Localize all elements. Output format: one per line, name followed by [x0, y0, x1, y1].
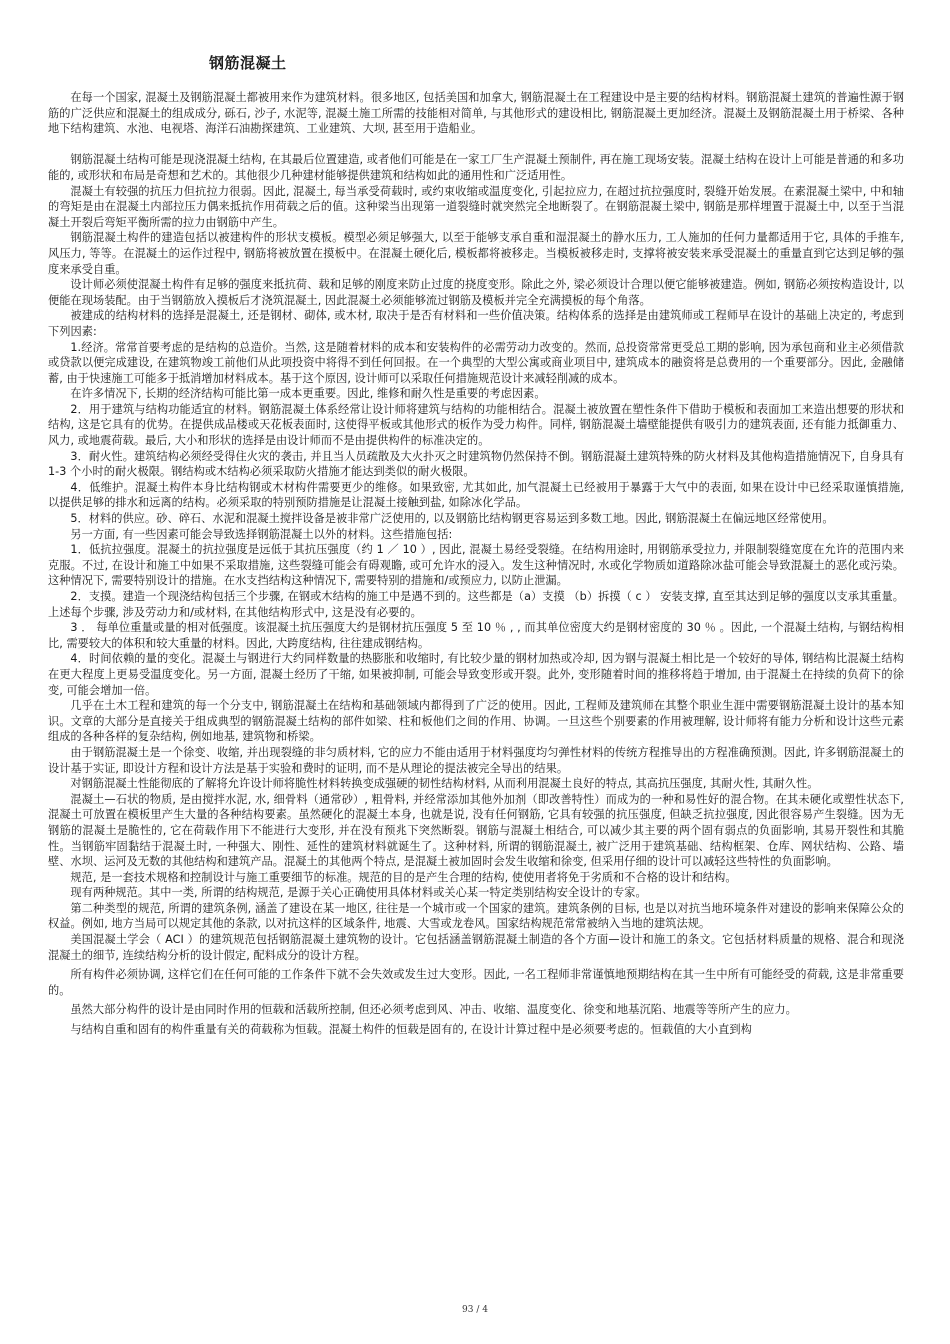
paragraph: 几乎在土木工程和建筑的每一个分支中, 钢筋混凝土在结构和基础领域内都得到了广泛的使用。因此, 工程师及建筑师在其整个职业生涯中需要钢筋混凝土设计的基本知识。文章的大部分是直接关于组成典型的钢筋混凝土结构的部件如梁、柱和板他们之间的作用、协调。一旦这些个别要素的作用被理解, 设计师将有能力分析和设计这些元素组成的各种各样的复杂结构, 例如地基, 建筑物和桥梁。	[48, 699, 904, 744]
document-body	[48, 90, 904, 1038]
paragraph: 5．材料的供应。砂、碎石、水泥和混凝土搅拌设备是被非常广泛使用的, 以及钢筋比结构钢更容易运到多数工地。因此, 钢筋混凝土在偏远地区经常使用。	[70, 512, 834, 526]
paragraph: 对钢筋混凝土性能彻底的了解将允许设计师将脆性材料转换变成强硬的韧性结构材料, 从而利用混凝土良好的特点, 其高抗压强度, 其耐火性, 其耐久性。	[70, 777, 819, 791]
paragraph: 4．低维护。混凝土构件本身比结构钢或木材构件需要更少的维修。如果致密, 尤其如此, 加气混凝土已经被用于暴露于大气中的表面, 如果在设计中已经采取谨慎措施, 以提供足够的排水和远离的结构。必须采取的特别预防措施是让混凝土接触到盐, 如除冰化学品。	[48, 480, 904, 510]
paragraph: 在许多情况下, 长期的经济结构可能比第一成本更重要。因此, 维修和耐久性是重要的考虑因素。	[70, 387, 546, 401]
paragraph: 美国混凝土学会（ ACI ）的建筑规范包括钢筋混凝土建筑物的设计。它包括涵盖钢筋混凝土制造的各个方面—设计和施工的条文。它包括材料质量的规格、混合和现浇混凝土的细节, 连续结构分析的设计假定, 配料成分的设计方程。	[48, 933, 904, 962]
paragraph: 4．时间依赖的量的变化。混凝土与钢进行大约同样数量的热膨胀和收缩时, 有比较少量的钢材加热或冷却, 因为钢与混凝土相比是一个较好的导体, 钢结构比混凝土结构在更大程度上更易受温度变化。另一方面, 混凝土经历了干缩, 如果被抑制, 可能会导致变形或开裂。此外, 变形随着时间的推移将趋于增加, 由于混凝土在持续的负荷下的徐变, 可能会增加一倍。	[48, 652, 904, 697]
paragraph: 被建成的结构材料的选择是混凝土, 还是钢材、砌体, 或木材, 取决于是否有材料和一些价值决策。结构体系的选择是由建筑师或工程师早在设计的基础上决定的, 考虑到下列因素:	[48, 309, 904, 338]
paragraph: 在每一个国家, 混凝土及钢筋混凝土都被用来作为建筑材料。很多地区, 包括美国和加拿大, 钢筋混凝土在工程建设中是主要的结构材料。钢筋混凝土建筑的普遍性源于钢筋的广泛供应和混凝土的组成成分, 砾石, 沙子, 水泥等, 混凝土施工所需的技能相对简单, 与其他形式的建设相比, 钢筋混凝土更加经济。混凝土及钢筋混凝土用于桥梁、各种地下结构建筑、水池、电视塔、海洋石油勘探建筑、工业建筑、大坝, 甚至用于造船业。	[48, 91, 904, 136]
paragraph: 2．支摸。建造一个现浇结构包括三个步骤, 在钢或木结构的施工中是遇不到的。这些都是（a）支摸 （b）拆摸（ c ） 安装支撑, 直至其达到足够的强度以支承其重量。上述每个步骤, 涉及劳动力和/或材料, 在其他结构形式中, 这是没有必要的。	[48, 590, 904, 619]
paragraph: 第二种类型的规范, 所谓的建筑条例, 涵盖了建设在某一地区, 往往是一个城市或一个国家的建筑。建筑条例的目标, 也是以对抗当地环境条件对建设的影响来保障公众的权益。例如, 地方当局可以规定其他的条款, 以对抗这样的区域条件, 地震、大雪或龙卷风。国家结构规范常常被纳入当地的建筑法规。	[48, 901, 904, 931]
paragraph: 规范, 是一套技术规格和控制设计与施工重要细节的标准。规范的目的是产生合理的结构, 使使用者将免于劣质和不合格的设计和结构。	[70, 870, 737, 884]
paragraph: 所有构件必须协调, 这样它们在任何可能的工作条件下就不会失效或发生过大变形。因此, 一名工程师非常谨慎地预期结构在其一生中所有可能经受的荷载, 这是非常重要的。	[48, 968, 904, 997]
paragraph: 1.经济。常常首要考虑的是结构的总造价。当然, 这是随着材料的成本和安装构件的必需劳动力改变的。然而, 总投资常常更受总工期的影响, 因为承包商和业主必须借款或贷款以便完成建设, 在建筑物竣工前他们从此项投资中将得不到任何回报。在一个典型的大型公寓或商业项目中, 建筑成本的融资将是总费用的一个重要部分。因此, 金融储蓄, 由于快速施工可能多于抵消增加材料成本。基于这个原因, 设计师可以采取任何措施规范设计来减轻削减的成本。	[48, 340, 904, 385]
paragraph: 虽然大部分构件的设计是由同时作用的恒载和活载所控制, 但还必须考虑到风、冲击、收缩、温度变化、徐变和地基沉陷、地震等等所产生的应力。	[70, 1003, 797, 1017]
paragraph: 2．用于建筑与结构功能适宜的材料。钢筋混凝土体系经常让设计师将建筑与结构的功能相结合。混凝土被放置在塑性条件下借助于模板和表面加工来造出想要的形状和结构, 这是它具有的优势。在提供成品楼或天花板表面时, 这使得平板或其他形式的板作为受力构件。同样, 钢筋混凝土墙壁能提供有吸引力的建筑表面, 还有能力抵御重力、风力, 或地震荷载。最后, 大小和形状的选择是由设计师而不是由提供构件的标准决定的。	[48, 402, 904, 448]
page-number: 93 / 4	[462, 1305, 488, 1315]
paragraph: 3 ． 每单位重量或量的相对低强度。该混凝土抗压强度大约是钢材抗压强度 5 至 10 ％ , , 而其单位密度大约是钢材密度的 30 ％ 。因此, 一个混凝土结构, 与钢结构相比, 需要较大的体积和较大重量的材料。因此, 大跨度结构, 往往建成钢结构。	[48, 621, 904, 650]
document-title: 钢筋混凝土	[209, 54, 287, 72]
paragraph: 3．耐火性。建筑结构必须经受得住火灾的袭击, 并且当人员疏散及大火扑灭之时建筑物仍然保持不倒。钢筋混凝土建筑特殊的防火材料及其他构造措施情况下, 自身具有 1-3 个小时的耐火极限。钢结构或木结构必须采取防火措施才能达到类似的耐火极限。	[48, 449, 904, 479]
paragraph: 混凝土—石状的物质, 是由搅拌水泥, 水, 细骨料（通常砂）, 粗骨料, 并经常添加其他外加剂（即改善特性）而成为的一种和易性好的混合物。在其未硬化或塑性状态下, 混凝土可放置在模板里产生大量的各种结构要素。虽然硬化的混凝土本身, 也就是说, 没有任何钢筋, 它具有较强的抗压强度, 但缺乏抗拉强度, 因此很容易产生裂缝。因为无钢筋的混凝土是脆性的, 它在荷载作用下不能进行大变形, 并在没有预兆下突然断裂。钢筋与混凝土相结合, 可以减少其主要的两个固有弱点的负面影响, 其易开裂性和其脆性。当钢筋牢固黏结于混凝土时, 一种强大、刚性、延性的建筑材料就诞生了。这种材料, 所谓的钢筋混凝土, 被广泛用于建筑基础、结构框架、仓库、网状结构、公路、墙壁、水坝、运河及无数的其他结构和建筑产品。混凝土的其他两个特点, 是混凝土被加固时会发生收缩和徐变, 但采用仔细的设计可以减轻这些特性的负面影响。	[48, 792, 904, 869]
paragraph: 钢筋混凝土构件的建造包括以被建构件的形状支模板。模型必须足够强大, 以至于能够支承自重和湿混凝土的静水压力, 工人施加的任何力量都适用于它, 具体的手推车, 风压力, 等等。在混凝土的运作过程中, 钢筋将被放置在摸板中。在混凝土硬化后, 模板都将被移走。当模板被移走时, 支撑将被安装来承受混凝土的重量直到它达到足够的强度来承受自重。	[48, 231, 904, 276]
paragraph: 现有两种规范。其中一类, 所谓的结构规范, 是源于关心正确使用具体材料或关心某一特定类别结构安全设计的专家。	[70, 886, 647, 900]
paragraph: 与结构自重和固有的构件重量有关的荷载称为恒载。混凝土构件的恒载是固有的, 在设计计算过程中是必须要考虑的。恒载值的大小直到构	[70, 1023, 752, 1037]
paragraph: 混凝土有较强的抗压力但抗拉力很弱。因此, 混凝土, 每当承受荷载时, 或约束收缩或温度变化, 引起拉应力, 在超过抗拉强度时, 裂缝开始发展。在素混凝土梁中, 中和轴的弯矩是由在混凝土内部拉压力偶来抵抗作用荷载之后的值。这种梁当出现第一道裂缝时就突然完全地断裂了。在钢筋混凝土梁中, 钢筋是那样埋置于混凝土中, 以至于当混凝土开裂后弯矩平衡所需的拉力由钢筋中产生。	[48, 184, 904, 229]
paragraph: 设计师必须使混凝土构件有足够的强度来抵抗荷、载和足够的刚度来防止过度的挠度变形。除此之外, 梁必须设计合理以便它能够被建造。例如, 钢筋必须按构造设计, 以便能在现场装配。由于当钢筋放入摸板后才浇筑混凝土, 因此混凝土必须能够流过钢筋及模板并完全充满摸板的每个角落。	[48, 278, 904, 307]
paragraph: 1．低抗拉强度。混凝土的抗拉强度是远低于其抗压强度（约 1 ／ 10 ）, 因此, 混凝土易经受裂缝。在结构用途时, 用钢筋承受拉力, 并限制裂缝宽度在允许的范围内来克服。不过, 在设计和施工中如果不采取措施, 这些裂缝可能会有碍观瞻, 或可允许水的浸入。发生这种情况时, 水或化学物质如道路除冰盐可能会导致混凝土的恶化或污染。这种情况下, 需要特别设计的措施。在水支挡结构这种情况下, 需要特别的措施和/或预应力, 以防止泄漏。	[48, 543, 904, 588]
paragraph: 另一方面, 有一些因素可能会导致选择钢筋混凝土以外的材料。这些措施包括:	[70, 527, 453, 541]
paragraph: 钢筋混凝土结构可能是现浇混凝土结构, 在其最后位置建造, 或者他们可能是在一家工厂生产混凝土预制件, 再在施工现场安装。混凝土结构在设计上可能是普通的和多功能的, 或形状和布局是奇想和艺术的。其他很少几种建材能够提供建筑和结构如此的通用性和广泛适用性。	[48, 153, 904, 182]
paragraph: 由于钢筋混凝土是一个徐变、收缩, 并出现裂缝的非匀质材料, 它的应力不能由适用于材料强度均匀弹性材料的传统方程推导出的方程准确预测。因此, 许多钢筋混凝土的设计基于实证, 即设计方程和设计方法是基于实验和费时的证明, 而不是从理论的提法被完全导出的结果。	[48, 745, 904, 775]
